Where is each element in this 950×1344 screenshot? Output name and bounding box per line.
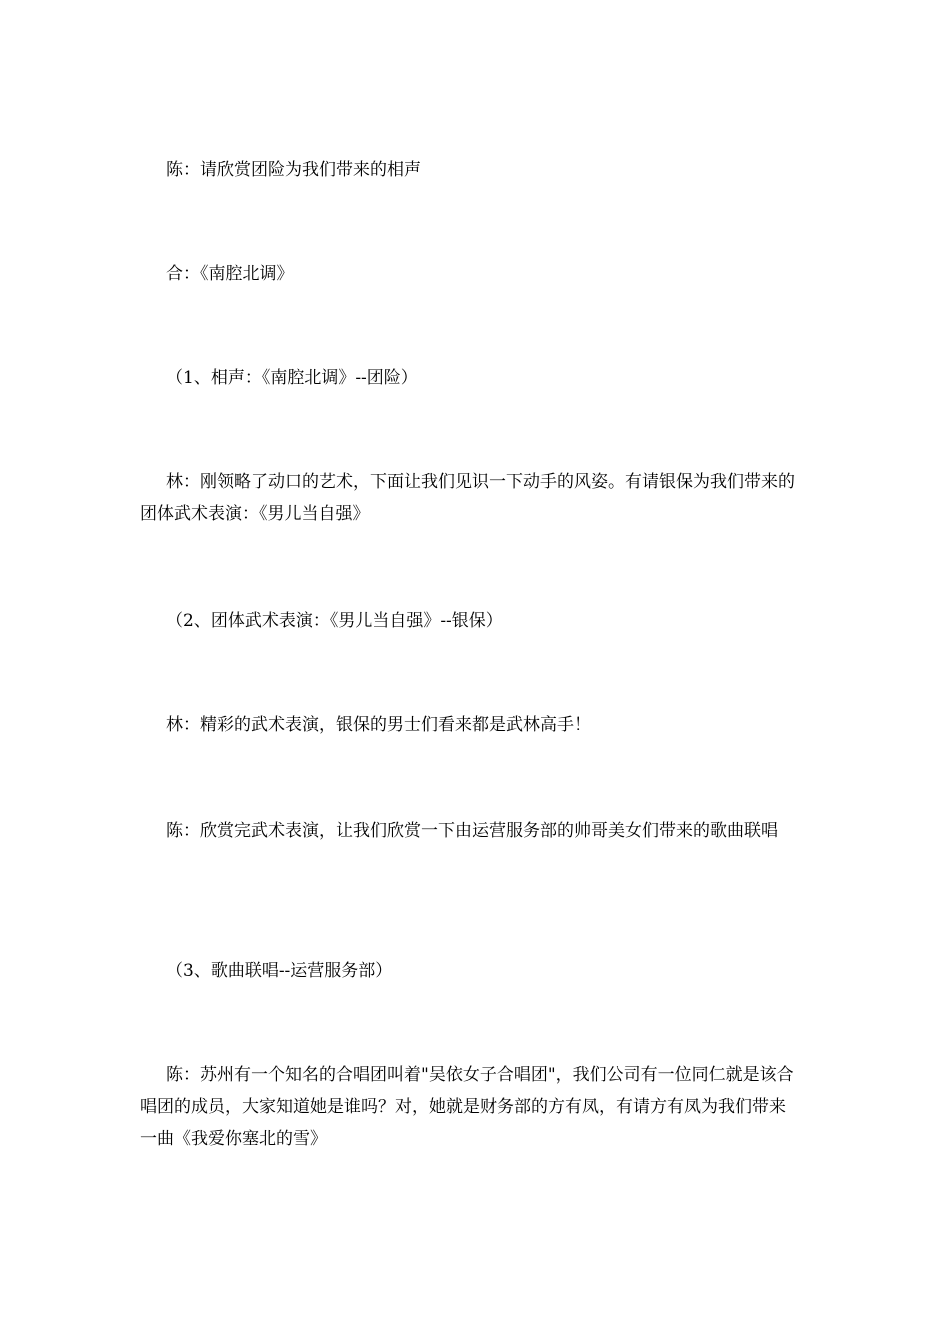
dialogue-lin-martial-arts: 林：刚领略了动口的艺术，下面让我们见识一下动手的风姿。有请银保为我们带来的团体武术表演：《男儿当自强》 [140,472,795,524]
dialogue-chen-choir: 陈：苏州有一个知名的合唱团叫着"吴依女子合唱团"，我们公司有一位同仁就是该合唱团的成员，大家知道她是谁吗？对，她就是财务部的方有凤，有请方有凤为我们带来一曲《我爱你塞北的雪》 [140,1065,794,1149]
dialogue-chen-intro-crosstalk: 陈：请欣赏团险为我们带来的相声 [166,160,421,180]
dialogue-together-title: 合：《南腔北调》 [166,264,294,284]
dialogue-lin-praise: 林：精彩的武术表演，银保的男士们看来都是武林高手！ [166,715,591,735]
program-item-2: （2、团体武术表演：《男儿当自强》--银保） [166,611,503,631]
program-item-3: （3、歌曲联唱--运营服务部） [166,961,393,981]
program-item-1: （1、相声：《南腔北调》--团险） [166,368,418,388]
dialogue-chen-medley: 陈：欣赏完武术表演，让我们欣赏一下由运营服务部的帅哥美女们带来的歌曲联唱 [166,821,778,841]
